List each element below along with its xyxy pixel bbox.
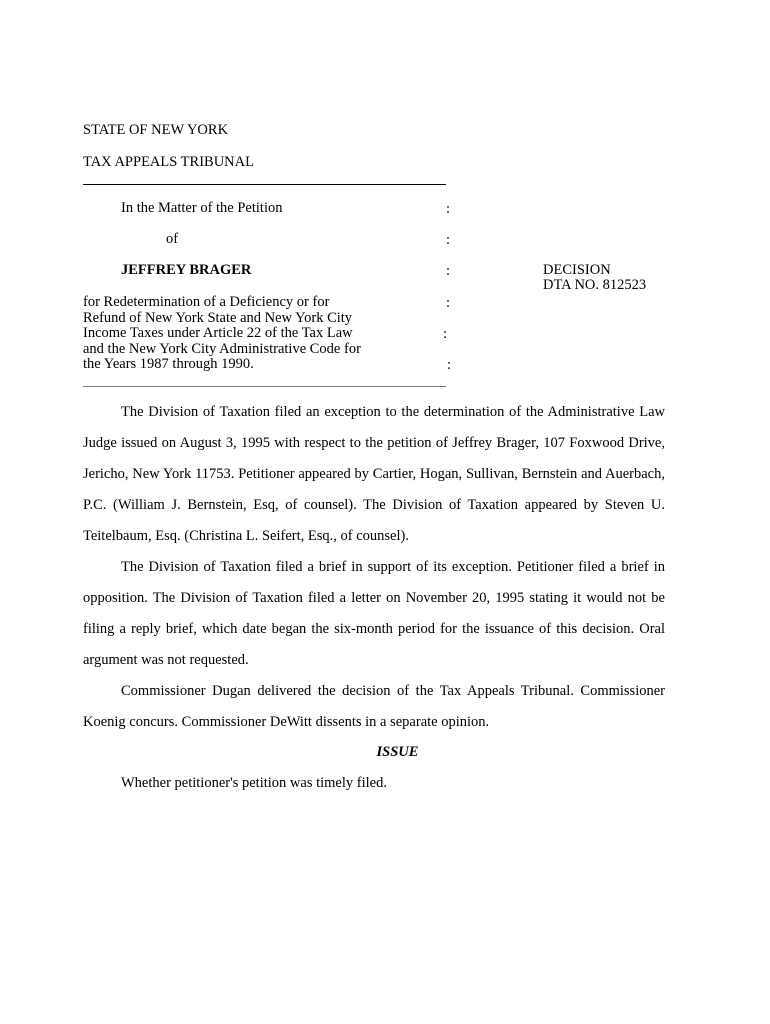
caption-colon: : [446, 295, 451, 311]
state-heading: STATE OF NEW YORK [83, 122, 229, 138]
caption-description-line: Refund of New York State and New York City [83, 309, 353, 326]
caption-bottom-rule [83, 386, 446, 387]
caption-description-line: the Years 1987 through 1990. [83, 356, 254, 372]
issue-heading: ISSUE [376, 744, 419, 760]
petitioner-name: JEFFREY BRAGER [121, 262, 252, 278]
caption-top-rule [83, 184, 446, 185]
issue-text: Whether petitioner's petition was timely filed. [121, 775, 387, 791]
caption-description-line: and the New York City Administrative Code for [83, 340, 361, 357]
decision-label: DECISION [543, 262, 611, 278]
caption-description-line: Income Taxes under Article 22 of the Tax Law [83, 325, 353, 341]
caption-colon: : [447, 357, 452, 373]
body-paragraph: Commissioner Dugan delivered the decision of the Tax Appeals Tribunal. Commissioner Koenig concurs. Commissioner DeWitt dissents in a separate opinion. [83, 683, 665, 730]
tribunal-heading: TAX APPEALS TRIBUNAL [83, 154, 254, 170]
caption-colon: : [446, 263, 451, 279]
caption-colon: : [446, 201, 451, 217]
caption-colon: : [443, 326, 448, 342]
body-paragraph: The Division of Taxation filed a brief in support of its exception. Petitioner filed a brief in opposition. The Division of Taxation filed a letter on November 20, 1995 stating it would not be filing a reply brief, which date began the six-month period for the issuance of this decision. Oral argument was not requested. [83, 559, 665, 668]
dta-number: DTA NO. 812523 [543, 277, 647, 293]
caption-colon: : [446, 232, 451, 248]
caption-description-line: for Redetermination of a Deficiency or for [83, 294, 330, 310]
body-paragraph: The Division of Taxation filed an exception to the determination of the Administrative Law Judge issued on August 3, 1995 with respect to the petition of Jeffrey Brager, 107 Foxwood Drive, Jericho, New York 11753. Petitioner appeared by Cartier, Hogan, Sullivan, Bernstein and Auerbach, P.C. (William J. Bernstein, Esq, of counsel). The Division of Taxation appeared by Steven U. Teitelbaum, Esq. (Christina L. Seifert, Esq., of counsel). [83, 404, 665, 544]
matter-line: In the Matter of the Petition [121, 200, 283, 216]
of-line: of [166, 231, 179, 247]
